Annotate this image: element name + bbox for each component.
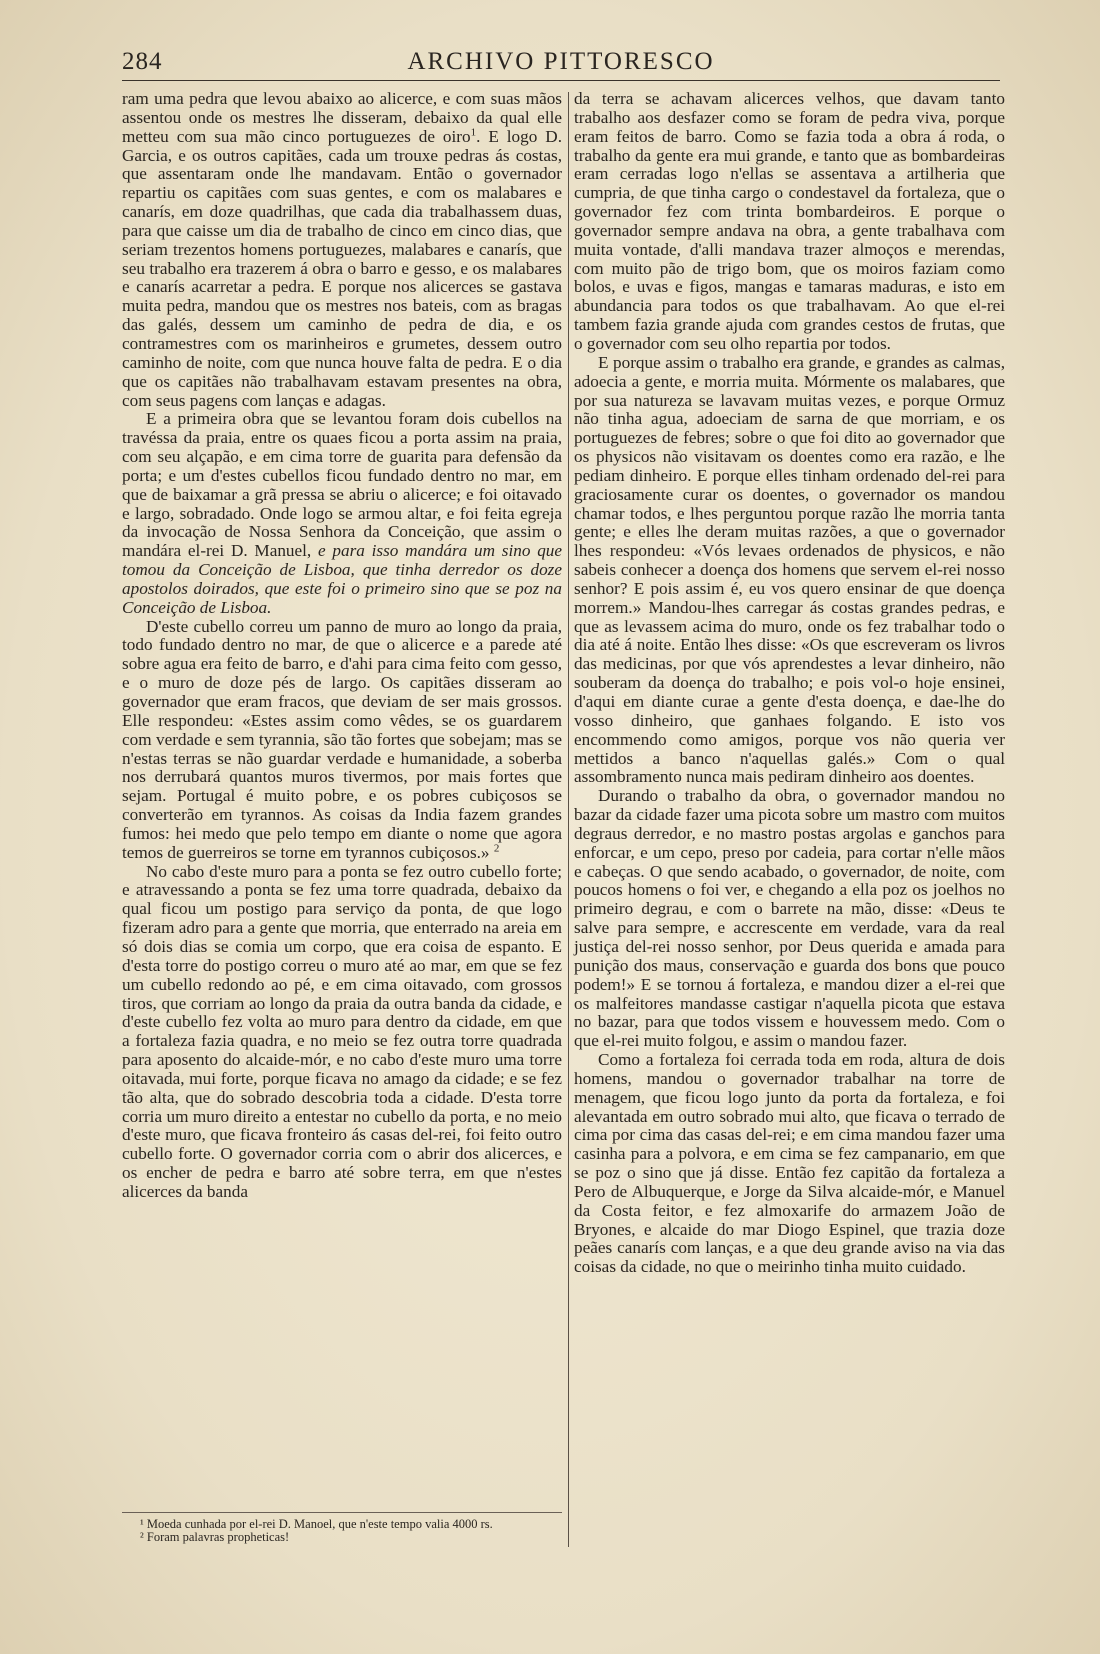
paragraph <box>122 618 562 863</box>
paragraph: da terra se achavam alicerces velhos, que davam tanto trabalho aos desfazer como se foram de pedra viva, porque eram feitos de barro. Como se fazia toda a obra á roda, o trabalho da gente era mui grande, e tanto que as bombardeiras eram cerradas logo n'ellas se assentava a artilheria que cumpria, de que tinha cargo o condestavel da fortaleza, que o governador fez com trinta bombardeiros. E porque o governador sempre andava na obra, a gente trabalhava com muita vontade, d'alli mandava trazer almoços e merendas, com muito pão de trigo bom, que os moiros faziam como bolos, e uvas e figos, mangas e tamaras maduras, e isto em abundancia para todos os que trabalhavam. Ao que el-rei tambem fazia grande ajuda com grandes cestos de frutas, que o governador com seu olho repartia por todos. <box>574 89 1005 353</box>
page-number: 284 <box>122 48 163 75</box>
footnote-ref: 1 <box>470 125 477 138</box>
column-divider <box>568 92 569 1547</box>
paragraph: Como a fortaleza foi cerrada toda em roda, altura de dois homens, mandou o governador trabalhar na torre de menagem, que ficou logo junto da porta da fortaleza, e foi alevantada em outro sobrado mui alto, que ficava o terrado de cima por cima das casas del-rei; e em cima mandou fazer uma casinha para a polvora, e em cima se fez campanario, em que se poz o sino que já disse. Então fez capitão da fortaleza a Pero de Albuquerque, e Jorge da Silva alcaide-mór, e Manuel da Costa feitor, e fez almoxarife do armazem João de Bryones, e alcaide do mar Diogo Espinel, que trazia doze peães canarís com lanças, e a que deu grande aviso na via das coisas da cidade, no que o meirinho tinha muito cuidado. <box>574 1050 1005 1277</box>
paragraph <box>122 410 562 617</box>
paragraph-text: ram uma pedra que levou abaixo ao alicerce, e com suas mãos assentou onde os mestres lhe disseram, debaixo da qual elle metteu com sua mão cinco portuguezes de oiro <box>122 89 562 146</box>
paragraph-text: E a primeira obra que se levantou foram dois cubellos na travéssa da praia, entre os quaes ficou a porta assim na praia, com seu alçapão, e em cima torre de guarita para defensão da porta; e um d'estes cubellos ficou fundado dentro no mar, em que de baixamar a grã pressa se abriu o alicerce; e foi oitavado e largo, sobradado. Onde logo se armou altar, e foi feita egreja da invocação de Nossa Senhora da Conceição, que assim o mandára el-rei D. Manuel, <box>122 409 562 561</box>
right-column <box>574 90 1005 1277</box>
paragraph: E porque assim o trabalho era grande, e grandes as calmas, adoecia a gente, e morria muita. Mórmente os malabares, que por sua natureza se lavavam muitas vezes, e porque Ormuz não tinha agua, adoeciam de sarna de que morriam, e os portuguezes de febres; sobre o que foi dito ao governador que os physicos não visitavam os doentes como era razão, e lhe pediam dinheiro. E porque elles tinham ordenado del-rei para graciosamente curar os doentes, o governador os mandou chamar todos, e lhes perguntou porque razão lhe morria tanta gente; e elles lhe deram muitas razões, a que o governador lhes respondeu: «Vós levaes ordenados de physicos, e não sabeis conhecer a doença dos homens que servem el-rei nosso senhor? E pois assim é, eu vos quero ensinar de que doença morrem.» Mandou-lhes carregar ás costas grandes pedras, e que as levassem acima do muro, onde os fez trabalhar todo o dia até á noite. Então lhes disse: «Os que escreveram os livros das medicinas, por que vós aprendestes a levar dinheiro, não souberam da doença do trabalho; e pois vol-o hoje ensinei, d'aqui em diante curae a gente d'esta doença, e dae-lhe do vosso dinheiro, que ganhaes folgando. E isto vos encommendo como amigos, porque vos não queria ver mettidos a banco n'aquellas galés.» Com o qual assombramento nunca mais pediram dinheiro aos doentes. <box>574 352 1005 787</box>
paragraph: No cabo d'este muro para a ponta se fez outro cubello forte; e atravessando a ponta se fez uma torre quadrada, debaixo da qual ficou um postigo para serviço da ponta, de que logo fizeram adro para a gente que morria, que enterrado na areia em só dois dias se comia um corpo, que era coisa de espanto. E d'esta torre do postigo correu o muro até ao mar, em que se fez um cubello redondo ao pé, e em cima oitavado, com grossos tiros, que corriam ao longo da praia da outra banda da cidade, e d'este cubello fez volta ao muro para dentro da cidade, em que a fortaleza fazia quadra, e no meio se fez outra torre quadrada para aposento do alcaide-mór, e no cabo d'este muro uma torre oitavada, mui forte, porque ficava no amago da cidade; e se fez tão alta, que do sobrado descobria toda a cidade. D'esta torre corria um muro direito a entestar no cubello da porta, e no meio d'este muro, que ficava fronteiro ás casas del-rei, foi feito outro cubello forte. O governador corria com o abrir dos alicerces, e os encher de pedra e barro até sobre terra, em que n'estes alicerces da banda <box>122 861 562 1201</box>
paragraph <box>122 90 562 410</box>
italic-passage: e para isso mandára um sino que tomou da Conceição de Lisboa, que tinha derredor os doze apostolos doirados, que este foi o primeiro sino que se poz na Conceição de Lisboa. <box>122 541 563 617</box>
left-column <box>122 90 562 1202</box>
footnotes <box>122 1518 562 1544</box>
paragraph-text: . E logo D. Garcia, e os outros capitães, cada um trouxe pedras ás costas, que assentaram onde lhe mandavam. Então o governador repartiu os capitães com suas gentes, e com os malabares e canarís, em doze quadrilhas, que cada dia trabalhassem duas, para que caisse um dia de trabalho de cinco em cinco dias, que seriam trezentos homens portuguezes, malabares e canarís, que seu trabalho era trazerem á obra o barro e gesso, e os malabares e canarís acarretar a pedra. E porque nos alicerces se gastava muita pedra, mandou que os mestres nos bateis, com as bragas das galés, dessem um caminho de pedra de dia, e os contramestres com os marinheiros e grumetes, dessem outro caminho de noite, com que nunca houve falta de pedra. E o dia que os capitães não trabalhavam estavam presentes na obra, com seus pagens com lanças e adagas. <box>122 126 562 410</box>
paragraph-text: D'este cubello correu um panno de muro ao longo da praia, todo fundado dentro no mar, de que o alicerce e a parede até sobre agua era feito de barro, e d'ahi para cima feito com gesso, e o muro de doze pés de largo. Os capitães disseram ao governador que eram fracos, que deviam de ser mais grossos. Elle respondeu: «Estes assim como vêdes, se os guardarem com verdade e sem tyrannia, são tão fortes que sobejam; mas se n'estas terras se não guardar verdade e humanidade, a soberba nos derrubará quantos muros tivermos, por mais fortes que sejam. Portugal é muito pobre, e os pobres cubiçosos se converterão em tyrannos. As coisas da India fazem grandes fumos: hei medo que pelo tempo em diante o nome que agora temos de guerreiros se torne em tyrannos cubiçosos.» <box>122 616 562 862</box>
paragraph: Durando o trabalho da obra, o governador mandou no bazar da cidade fazer uma picota sobre um mastro com muitos degraus derredor, e no mastro postas argolas e ganchos para enforcar, e um cepo, preso por cadeia, para cortar n'elle mãos e cabeças. O que sendo acabado, o governador, de noite, com poucos homens o foi ver, e chegando a ella poz os joelhos no primeiro degrau, e com o barrete na mão, disse: «Deus te salve para sempre, e accrescente em verdade, vara da real justiça del-rei nosso senhor, por Deus querida e amada para punição dos maus, conservação e guarda dos bons que pouco podem!» E se tornou á fortaleza, e mandou dizer a el-rei que os malfeitores mandasse castigar n'aquella picota que estava no bazar, para que todos vissem e houvessem medo. Com o que el-rei muito folgou, e assim o mandou fazer. <box>574 786 1005 1051</box>
footnote-rule <box>122 1512 562 1513</box>
footnote-1: ¹ Moeda cunhada por el-rei D. Manoel, que n'este tempo valia 4000 rs. <box>140 1517 493 1531</box>
running-title: ARCHIVO PITTORESCO <box>407 48 715 75</box>
page-header <box>122 44 1000 81</box>
footnote-ref: 2 <box>493 842 500 855</box>
footnote-2: ² Foram palavras propheticas! <box>140 1530 290 1544</box>
